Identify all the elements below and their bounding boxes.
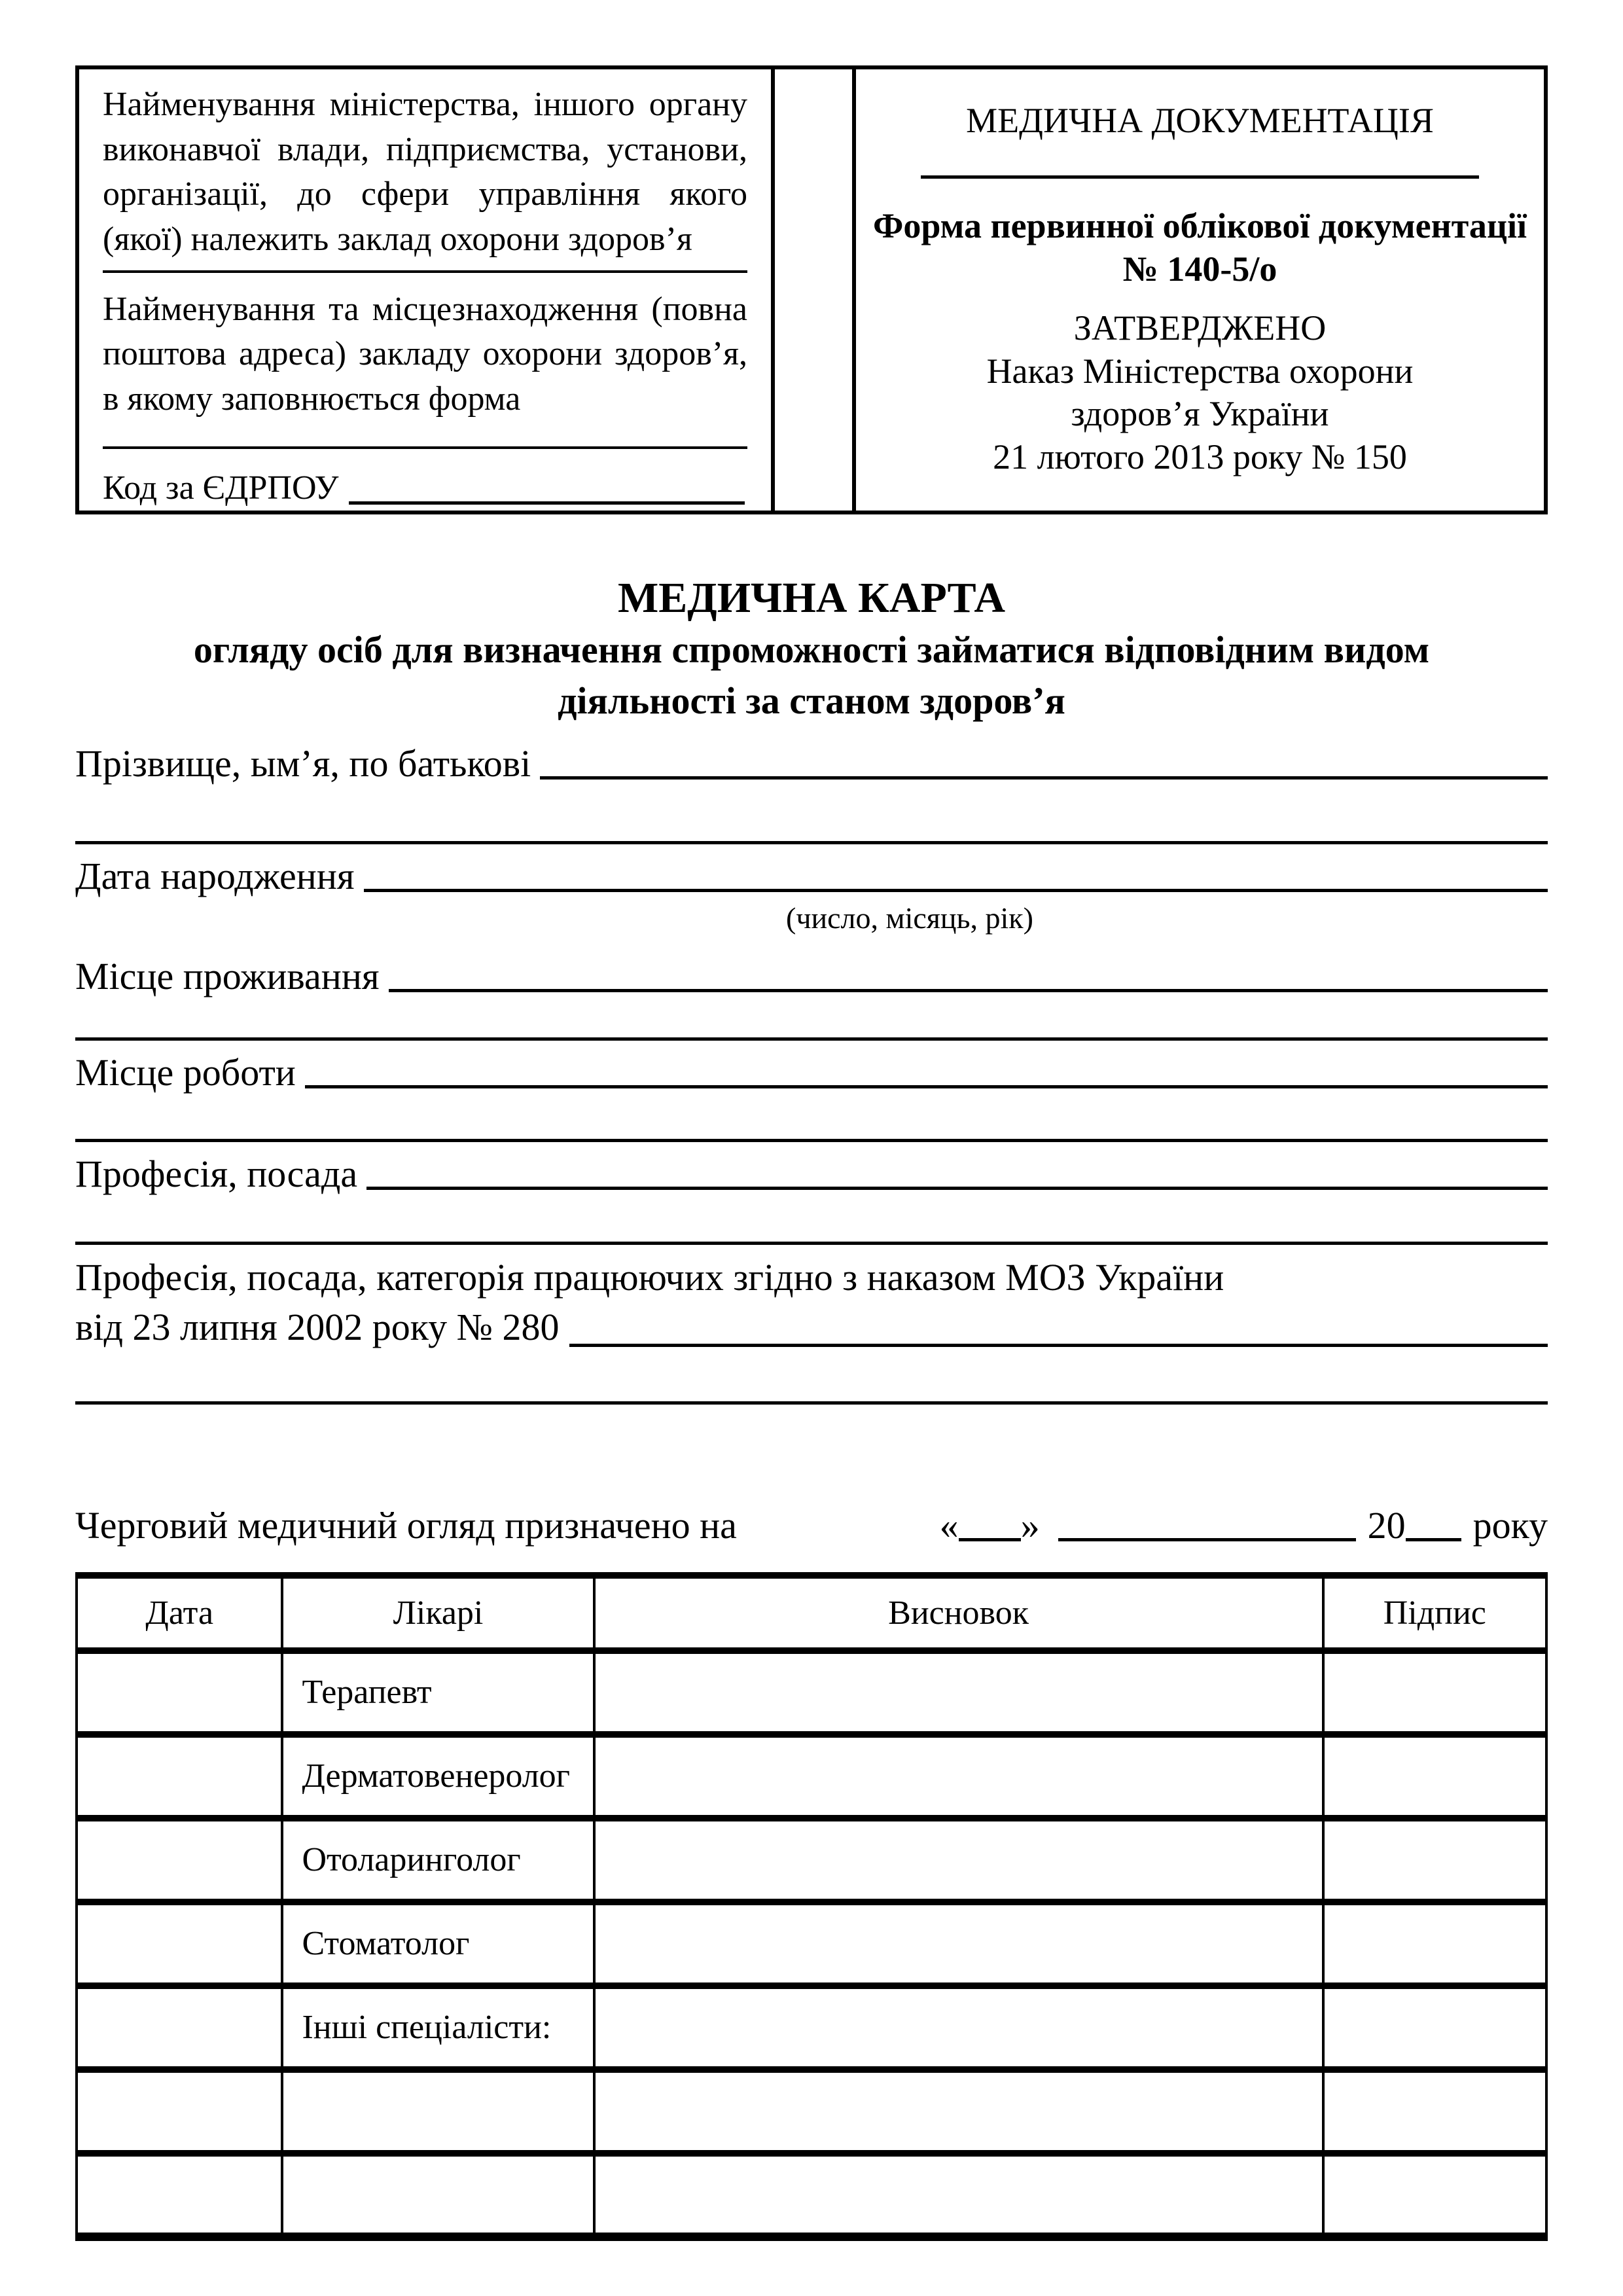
quote-close: » (1020, 1503, 1040, 1547)
page-subtitle-line-1: огляду осіб для визначення спроможності займатися відповідним видом (193, 628, 1430, 671)
header-stamp-table (75, 65, 1548, 514)
header-spacer-cell (775, 65, 852, 514)
profession-order-line-1: Професія, посада, категорія працюючих згідно з наказом МОЗ України (75, 1256, 1224, 1299)
column-header-conclusion: Висновок (594, 1575, 1323, 1651)
birth-date-field (75, 846, 1548, 898)
form-type-label: Форма первинної облікової документації (872, 206, 1527, 245)
doctor-cell: Інші спеціалісти: (282, 1986, 594, 2070)
table-row (77, 1734, 1546, 1818)
date-cell (77, 1986, 282, 2070)
doctors-exam-table (75, 1572, 1548, 2242)
residence-fill-line (389, 989, 1548, 992)
edrpou-label: Код за ЄДРПОУ (103, 469, 339, 507)
issuer-info-box (75, 65, 775, 514)
form-number: № 140-5/о (1122, 249, 1277, 289)
order-line-1: Наказ Міністерства охорони (986, 351, 1414, 391)
profession-order-line-2 (75, 1303, 1548, 1353)
separator-line (75, 1139, 1548, 1142)
table-row (77, 2070, 1546, 2153)
year-prefix: 20 (1367, 1503, 1406, 1547)
date-cell (77, 1902, 282, 1986)
column-header-doctors: Лікарі (282, 1575, 594, 1651)
workplace-field (75, 1042, 1548, 1094)
approved-label: ЗАТВЕРДЖЕНО (1073, 308, 1327, 348)
signature-cell (1323, 1651, 1546, 1734)
full-name-field (75, 733, 1548, 785)
edrpou-row (103, 467, 747, 511)
next-exam-label: Черговий медичний огляд призначено на (75, 1503, 737, 1547)
medical-documentation-heading: МЕДИЧНА ДОКУМЕНТАЦІЯ (966, 101, 1434, 140)
doctor-cell: Дерматовенеролог (282, 1734, 594, 1818)
doctor-cell (282, 2153, 594, 2237)
birth-date-hint: (число, місяць, рік) (786, 901, 1033, 935)
ministry-name-paragraph: Найменування міністерства, іншого органу виконавчої влади, підприємства, установи, організації, до сфери управління якого (якої) належить заклад охорони здоров’я (103, 86, 747, 258)
profession-order-line-2-label: від 23 липня 2002 року № 280 (75, 1306, 560, 1349)
column-header-date: Дата (77, 1575, 282, 1651)
signature-cell (1323, 2153, 1546, 2237)
signature-cell (1323, 2070, 1546, 2153)
facility-name-paragraph: Найменування та місцезнаходження (повна поштова адреса) закладу охорони здоров’я, в якому заповнюється форма (103, 290, 747, 418)
order-line-3: 21 лютого 2013 року № 150 (993, 437, 1407, 477)
separator-line (921, 175, 1479, 179)
edrpou-fill-line (349, 501, 745, 505)
conclusion-cell (594, 1651, 1323, 1734)
quote-open: « (939, 1503, 959, 1547)
workplace-fill-line (305, 1085, 1548, 1088)
conclusion-cell (594, 2070, 1323, 2153)
doctor-cell: Отоларинголог (282, 1818, 594, 1902)
conclusion-cell (594, 1818, 1323, 1902)
profession-fill-line (366, 1187, 1548, 1190)
separator-line (103, 270, 747, 273)
column-header-signature: Підпис (1323, 1575, 1546, 1651)
exam-day-fill-line (959, 1538, 1021, 1541)
year-suffix: року (1472, 1503, 1548, 1547)
signature-cell (1323, 1986, 1546, 2070)
birth-date-fill-line (364, 889, 1548, 892)
exam-year-fill-line (1406, 1538, 1461, 1541)
table-row (77, 2153, 1546, 2237)
documentation-info-box (852, 65, 1548, 514)
profession-label: Професія, посада (75, 1153, 358, 1196)
date-cell (77, 2070, 282, 2153)
conclusion-cell (594, 1902, 1323, 1986)
table-row (77, 1902, 1546, 1986)
conclusion-cell (594, 1986, 1323, 2070)
doctor-cell: Стоматолог (282, 1902, 594, 1986)
profession-order-paragraph (75, 1253, 1548, 1353)
order-line-2: здоров’я України (1071, 394, 1329, 434)
date-cell (77, 1818, 282, 1902)
next-exam-row (75, 1495, 1548, 1547)
table-row (77, 1818, 1546, 1902)
conclusion-cell (594, 2153, 1323, 2237)
full-name-fill-line (540, 776, 1548, 780)
separator-line (75, 1401, 1548, 1405)
conclusion-cell (594, 1734, 1323, 1818)
date-cell (77, 1651, 282, 1734)
full-name-label: Прізвище, ым’я, по батькові (75, 742, 531, 785)
birth-date-label: Дата народження (75, 855, 355, 898)
table-header-row (77, 1575, 1546, 1651)
profession-order-fill-line (569, 1344, 1548, 1347)
signature-cell (1323, 1818, 1546, 1902)
doctor-cell: Терапевт (282, 1651, 594, 1734)
table-row (77, 1986, 1546, 2070)
signature-cell (1323, 1902, 1546, 1986)
exam-month-fill-line (1058, 1538, 1356, 1541)
residence-field (75, 946, 1548, 998)
separator-line (75, 1037, 1548, 1041)
signature-cell (1323, 1734, 1546, 1818)
separator-line (75, 841, 1548, 844)
workplace-label: Місце роботи (75, 1051, 296, 1094)
page-title: МЕДИЧНА КАРТА (617, 574, 1006, 622)
separator-line (75, 1242, 1548, 1245)
profession-field (75, 1143, 1548, 1196)
page-subtitle-line-2: діяльності за станом здоров’я (558, 679, 1065, 722)
date-cell (77, 2153, 282, 2237)
date-cell (77, 1734, 282, 1818)
separator-line (103, 446, 747, 449)
table-row (77, 1651, 1546, 1734)
doctor-cell (282, 2070, 594, 2153)
residence-label: Місце проживання (75, 955, 380, 998)
